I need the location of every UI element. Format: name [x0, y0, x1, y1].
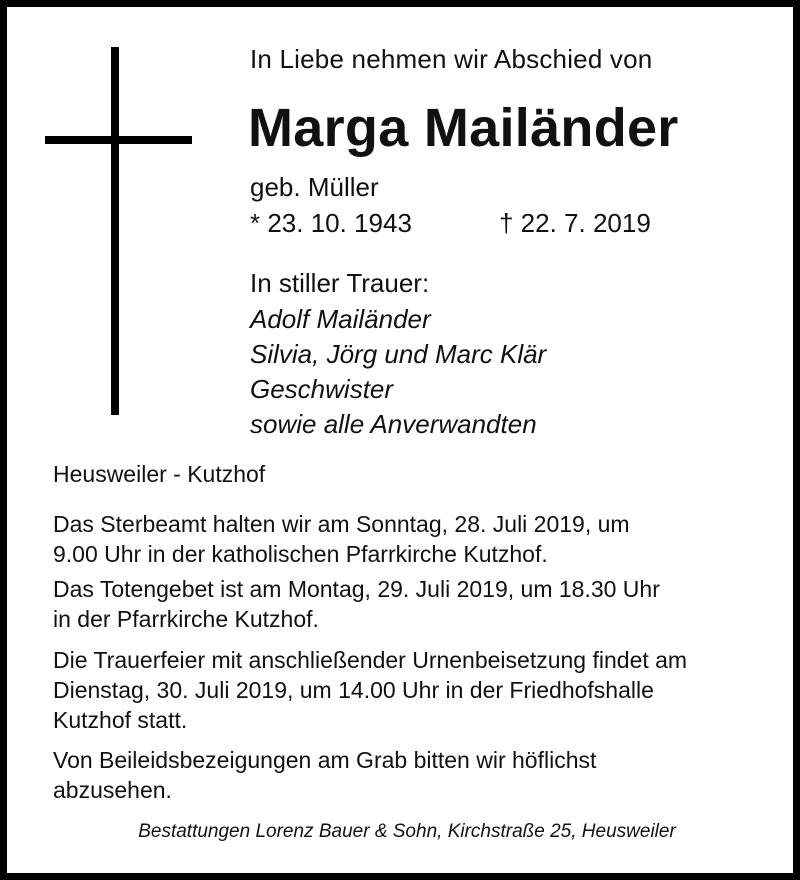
paragraph-line: Das Sterbeamt halten wir am Sonntag, 28. Juli 2019, um — [53, 511, 630, 537]
paragraph-line: in der Pfarrkirche Kutzhof. — [53, 606, 319, 632]
funeral-paragraph — [53, 645, 783, 735]
place-name: Heusweiler - Kutzhof — [53, 461, 266, 487]
paragraph-line: Kutzhof statt. — [53, 707, 188, 733]
death-date: † 22. 7. 2019 — [499, 208, 651, 238]
condolence-paragraph — [53, 745, 783, 805]
cross-horizontal-bar — [45, 136, 192, 144]
mourner-item: sowie alle Anverwandten — [250, 409, 537, 439]
deceased-name: Marga Mailänder — [248, 98, 679, 158]
prayer-paragraph — [53, 574, 783, 634]
paragraph-line: abzusehen. — [53, 777, 172, 803]
mourner-item: Adolf Mailänder — [250, 304, 431, 334]
paragraph-line: Das Totengebet ist am Montag, 29. Juli 2019, um 18.30 Uhr — [53, 576, 660, 602]
intro-text: In Liebe nehmen wir Abschied von — [250, 44, 653, 74]
requiem-paragraph — [53, 509, 783, 569]
funeral-home-footer: Bestattungen Lorenz Bauer & Sohn, Kirchstraße 25, Heusweiler — [138, 821, 676, 842]
mourners-list — [250, 302, 546, 442]
mourner-item: Geschwister — [250, 374, 394, 404]
mourning-heading: In stiller Trauer: — [250, 268, 430, 298]
paragraph-line: 9.00 Uhr in der katholischen Pfarrkirche Kutzhof. — [53, 541, 548, 567]
paragraph-line: Die Trauerfeier mit anschließender Urnenbeisetzung findet am — [53, 647, 688, 673]
cross-vertical-bar — [111, 47, 119, 415]
paragraph-line: Dienstag, 30. Juli 2019, um 14.00 Uhr in der Friedhofshalle — [53, 677, 654, 703]
birth-date: * 23. 10. 1943 — [250, 208, 412, 238]
mourner-item: Silvia, Jörg und Marc Klär — [250, 339, 547, 369]
maiden-name: geb. Müller — [250, 172, 379, 202]
paragraph-line: Von Beileidsbezeigungen am Grab bitten wir höflichst — [53, 747, 597, 773]
